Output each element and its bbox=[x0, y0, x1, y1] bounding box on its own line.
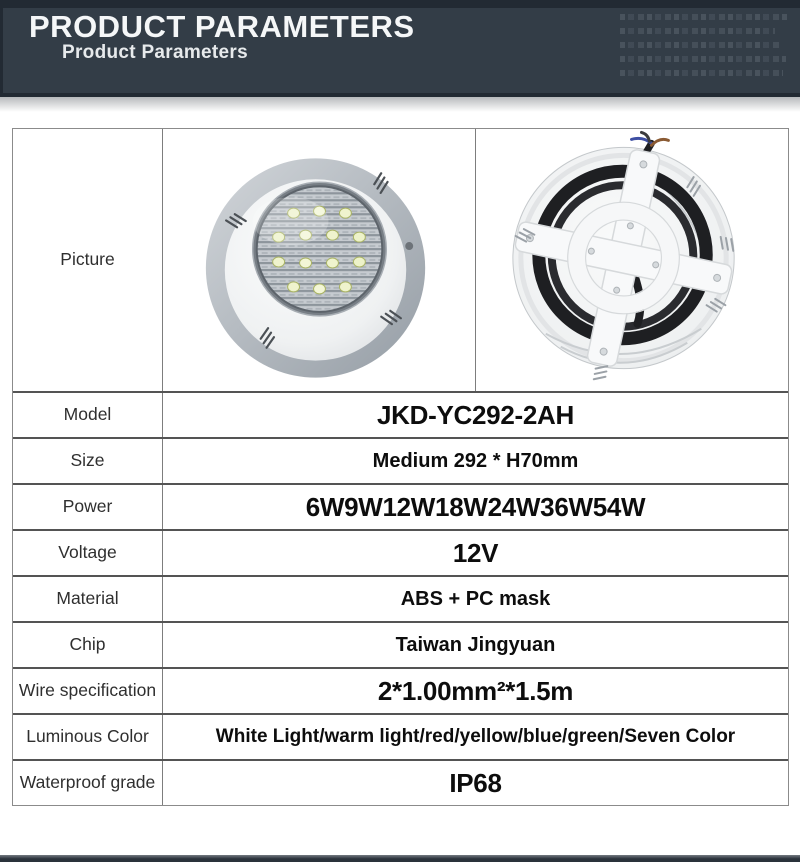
wire-ends bbox=[632, 132, 669, 145]
param-label: Voltage bbox=[13, 531, 163, 575]
lens-highlight bbox=[253, 197, 329, 245]
product-photo-back bbox=[476, 129, 788, 391]
param-row-chip bbox=[13, 621, 788, 667]
param-row-waterproof-grade bbox=[13, 759, 788, 805]
watermark-line bbox=[620, 14, 788, 20]
watermark-line bbox=[620, 42, 781, 48]
param-label: Power bbox=[13, 485, 163, 529]
watermark-line bbox=[620, 56, 786, 62]
header-banner bbox=[0, 0, 800, 97]
param-row-model bbox=[13, 391, 788, 437]
product-photo-front bbox=[163, 129, 476, 391]
param-label: Waterproof grade bbox=[13, 761, 163, 805]
param-label: Size bbox=[13, 439, 163, 483]
watermark-text bbox=[620, 6, 788, 84]
param-value: Medium 292 * H70mm bbox=[372, 449, 579, 472]
param-row-voltage bbox=[13, 529, 788, 575]
param-value: Taiwan Jingyuan bbox=[395, 633, 556, 656]
param-row-wire-specification bbox=[13, 667, 788, 713]
param-value: 6W9W12W18W24W36W54W bbox=[305, 491, 646, 522]
param-label: Model bbox=[13, 393, 163, 437]
params-table bbox=[12, 128, 789, 806]
param-label: Chip bbox=[13, 623, 163, 667]
param-value: 2*1.00mm²*1.5m bbox=[377, 675, 574, 706]
param-value: 12V bbox=[452, 537, 499, 568]
param-value: ABS + PC mask bbox=[400, 587, 551, 610]
param-label: Luminous Color bbox=[13, 715, 163, 759]
picture-row bbox=[13, 129, 788, 391]
param-label-picture: Picture bbox=[13, 129, 163, 391]
param-value: JKD-YC292-2AH bbox=[377, 399, 574, 430]
param-row-size bbox=[13, 437, 788, 483]
page-title: PRODUCT PARAMETERS bbox=[29, 9, 415, 44]
header-drop-shadow bbox=[0, 97, 800, 112]
param-value: White Light/warm light/red/yellow/blue/green/Seven Color bbox=[215, 726, 736, 747]
param-label: Wire specification bbox=[13, 669, 163, 713]
param-row-power bbox=[13, 483, 788, 529]
front-view-light-illustration bbox=[163, 129, 475, 391]
next-section-edge bbox=[0, 855, 800, 862]
watermark-line bbox=[620, 70, 783, 76]
page-subtitle: Product Parameters bbox=[62, 42, 248, 63]
param-row-material bbox=[13, 575, 788, 621]
screw-hole bbox=[405, 242, 413, 250]
back-view-light-illustration bbox=[476, 129, 788, 391]
watermark-line bbox=[620, 28, 775, 34]
param-row-luminous-color bbox=[13, 713, 788, 759]
param-value: IP68 bbox=[449, 767, 502, 798]
param-label: Material bbox=[13, 577, 163, 621]
